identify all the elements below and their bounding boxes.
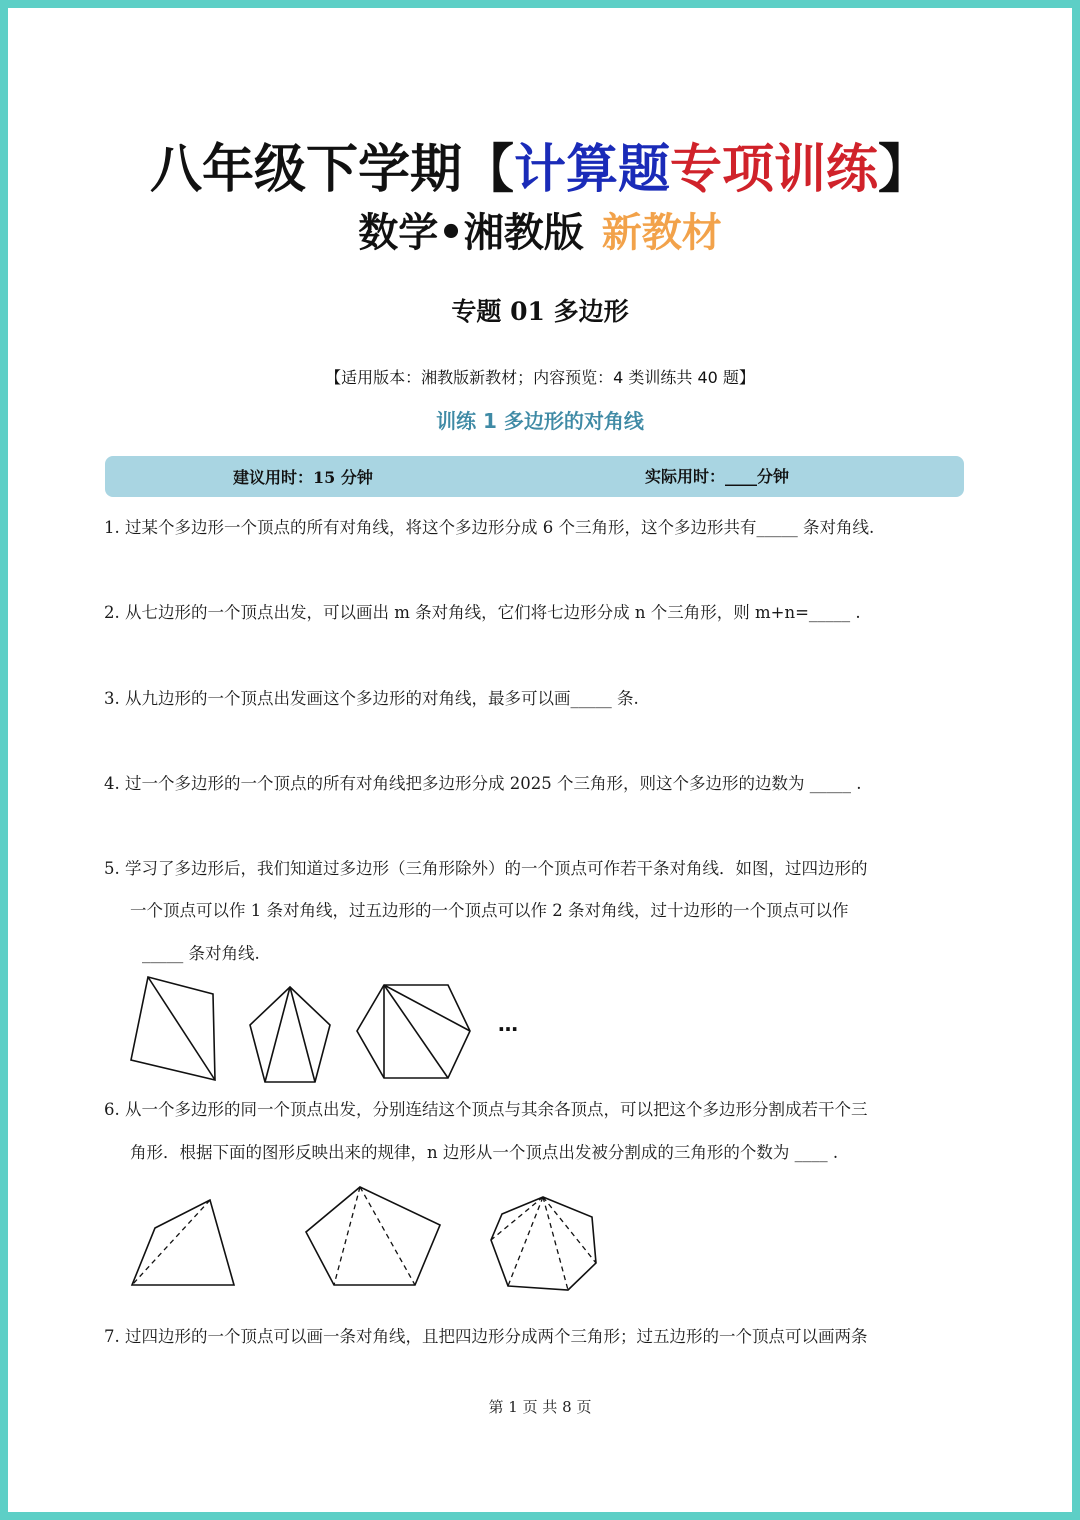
topic-heading: 专题 01 多边形 <box>451 297 629 326</box>
question-5-line-3: _____ 条对角线. <box>142 944 260 963</box>
info-line: 【适用版本：湘教版新教材；内容预览：4 类训练共 40 题】 <box>325 368 755 387</box>
question-5-line-1: 5. 学习了多边形后，我们知道过多边形（三角形除外）的一个顶点可作若干条对角线．如图，过四边形的 <box>104 859 868 878</box>
question-7: 7. 过四边形的一个顶点可以画一条对角线，且把四边形分成两个三角形；过五边形的一个顶点可以画两条 <box>104 1327 868 1346</box>
suggested-time: 建议用时：15 分钟 <box>233 468 373 487</box>
main-title: 八年级下学期【计算题专项训练】 <box>149 140 931 200</box>
title-highlight-red: 专项训练 <box>670 140 879 200</box>
actual-time: 实际用时：____分钟 <box>645 467 790 486</box>
title-highlight-blue: 计算题 <box>513 140 670 200</box>
pentagon-dashed-figure <box>306 1187 440 1285</box>
quadrilateral-dashed-figure <box>132 1200 234 1285</box>
page-footer: 第 1 页 共 8 页 <box>488 1398 592 1416</box>
hexagon-dashed-figure <box>491 1197 596 1290</box>
subtitle-accent: 新教材 <box>601 210 722 256</box>
question-1: 1. 过某个多边形一个顶点的所有对角线，将这个多边形分成 6 个三角形，这个多边形共有_____ 条对角线. <box>104 518 875 537</box>
question-6-line-1: 6. 从一个多边形的同一个顶点出发，分别连结这个顶点与其余各顶点，可以把这个多边形分割成若干个三 <box>104 1100 868 1119</box>
ellipsis: … <box>498 1012 518 1036</box>
question-6-line-2: 角形．根据下面的图形反映出来的规律，n 边形从一个顶点出发被分割成的三角形的个数为 ____ . <box>130 1143 839 1162</box>
question-2: 2. 从七边形的一个顶点出发，可以画出 m 条对角线，它们将七边形分成 n 个三角形，则 m+n=_____ . <box>104 603 861 622</box>
question-4: 4. 过一个多边形的一个顶点的所有对角线把多边形分成 2025 个三角形，则这个多边形的边数为 _____ . <box>104 774 862 793</box>
question-5-line-2: 一个顶点可以作 1 条对角线，过五边形的一个顶点可以作 2 条对角线，过十边形的一个顶点可以作 <box>130 901 849 920</box>
training-heading: 训练 1 多边形的对角线 <box>436 409 644 433</box>
question-3: 3. 从九边形的一个顶点出发画这个多边形的对角线，最多可以画_____ 条. <box>104 689 639 708</box>
subtitle: 数学•湘教版 新教材 <box>358 210 722 256</box>
